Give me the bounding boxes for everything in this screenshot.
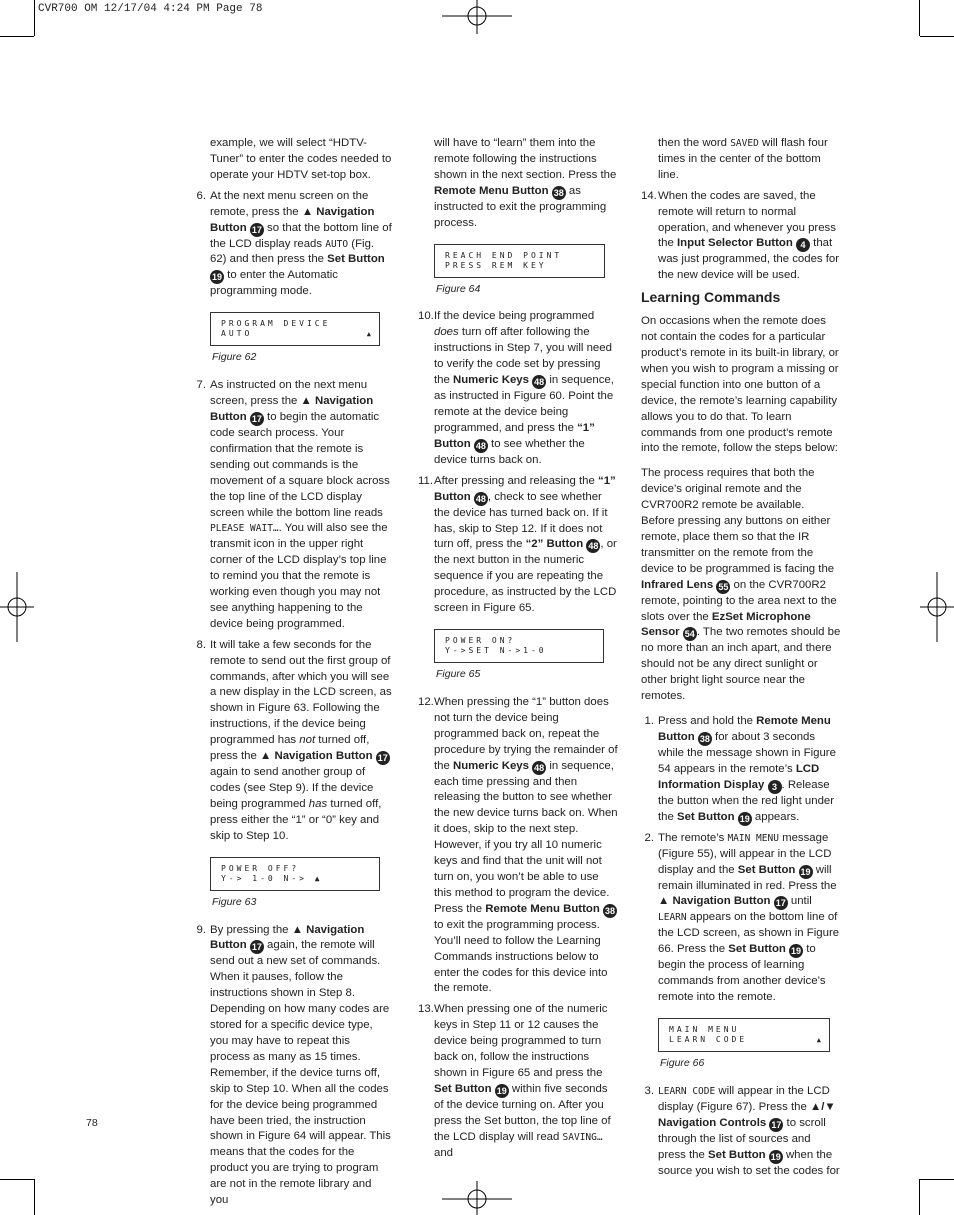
step-text: Press and hold the Remote Menu Button 38 for about 3 seconds while the message shown in Figure 54 appears in the remote’s LCD Information Display 3 . Release the button when the red light under the Set Button 19 appears. bbox=[658, 715, 836, 824]
lcd-line-2: AUTO bbox=[221, 329, 253, 339]
figure-caption: Figure 62 bbox=[212, 351, 257, 364]
registration-mark-right bbox=[920, 570, 954, 644]
step-number: 7. bbox=[196, 379, 206, 392]
step-14 bbox=[641, 189, 841, 285]
registration-mark-left bbox=[0, 570, 34, 644]
lcd-line-2: Y->SET N->1-0 bbox=[445, 646, 547, 656]
step-number: 3. bbox=[644, 1084, 654, 1097]
figure-63 bbox=[210, 857, 392, 911]
column-1 bbox=[196, 136, 392, 1214]
callout-19: 19 bbox=[800, 866, 811, 877]
crop-mark bbox=[919, 1179, 920, 1215]
callout-3: 3 bbox=[768, 780, 782, 794]
step-number: 12. bbox=[418, 695, 434, 708]
callout-19: 19 bbox=[739, 813, 750, 824]
column-3 bbox=[641, 136, 841, 1185]
learn-step-3 bbox=[641, 1084, 841, 1180]
figure-66 bbox=[658, 1018, 841, 1072]
lcd-line-1: POWER ON? bbox=[445, 636, 516, 646]
paragraph: On occasions when the remote does not contain the codes for a particular product’s remote in its built-in library, or when you wish to program a missing or special function into one button of a device, the remote’s learning capability allows you to do that. To learn commands from one product’s remote into the remote, follow the steps below: bbox=[641, 315, 839, 455]
continued-paragraph: will have to “learn” them into the remote following the instructions shown in the next section. Press the Remote Menu Button 38 as instructed to exit the programming process. bbox=[434, 137, 617, 229]
callout-38: 38 bbox=[604, 905, 615, 916]
callout-17: 17 bbox=[771, 1119, 782, 1130]
step-text: The remote’s MAIN MENU message (Figure 55), will appear in the LCD display and the Set Button 19 will remain illuminated in red. Press the ▲ Navigation Button 17 until LEARN appears on the bottom line of the LCD screen, as shown in Figure 66. Press the Set Button 19 to begin the process of learning commands from another device’s remote into the remote. bbox=[658, 831, 840, 1004]
step-number: 14. bbox=[641, 189, 657, 202]
step-number: 8. bbox=[196, 638, 206, 651]
step-number: 9. bbox=[196, 923, 206, 936]
callout-17: 17 bbox=[251, 942, 262, 953]
section-heading: Learning Commands bbox=[641, 289, 781, 306]
lcd-text: LEARN bbox=[658, 912, 687, 924]
lcd-text: MAIN MENU bbox=[727, 832, 779, 844]
lcd-display bbox=[210, 312, 380, 346]
lcd-text: PLEASE WAIT… bbox=[210, 523, 279, 535]
registration-mark-bottom bbox=[440, 1181, 514, 1215]
figure-65 bbox=[434, 629, 618, 683]
step-text: After pressing and releasing the “1” Button 48 , check to see whether the device has turned back on. If it has, skip to Step 12. If it does not turn off, press the “2” Button 48 , or the next button in the numeric sequence if you are repeating the procedure, as instructed by the LCD screen in Figure 65. bbox=[434, 474, 617, 615]
figure-caption: Figure 64 bbox=[436, 282, 481, 295]
crop-mark bbox=[34, 1179, 35, 1215]
lcd-display bbox=[658, 1018, 830, 1052]
crop-mark bbox=[920, 1179, 954, 1180]
lcd-line-1: MAIN MENU bbox=[669, 1024, 740, 1034]
step-8 bbox=[196, 638, 392, 845]
step-number: 1. bbox=[644, 715, 654, 728]
lcd-display bbox=[434, 629, 604, 663]
step-number: 11. bbox=[418, 474, 433, 487]
continued-paragraph: then the word SAVED will flash four times in the center of the bottom line. bbox=[658, 137, 828, 181]
callout-38: 38 bbox=[699, 734, 710, 744]
callout-48: 48 bbox=[534, 762, 545, 773]
figure-caption: Figure 65 bbox=[436, 668, 481, 681]
callout-19: 19 bbox=[791, 946, 802, 957]
callout-48: 48 bbox=[475, 493, 486, 504]
step-number: 13. bbox=[418, 1003, 434, 1016]
lcd-line-1: REACH END POINT bbox=[445, 250, 563, 260]
lcd-text: AUTO bbox=[325, 238, 349, 250]
lcd-line-1: POWER OFF? bbox=[221, 863, 300, 873]
lcd-display bbox=[434, 244, 605, 278]
callout-55: 55 bbox=[718, 581, 729, 592]
step-9 bbox=[196, 923, 392, 1209]
lcd-line-2: LEARN CODE bbox=[669, 1034, 748, 1044]
up-arrow-icon: ▲ bbox=[366, 330, 371, 339]
callout-17: 17 bbox=[251, 224, 262, 235]
callout-48: 48 bbox=[475, 440, 486, 451]
crop-mark bbox=[919, 0, 920, 36]
step-text: When pressing the “1” button does not turn the device being programmed back on, repeat the procedure by trying the remainder of the Numeric Keys 48 in sequence, each time pressing and then releasing the button to see whether the new device turns back on. When it does, skip to the next step. However, if you try all 10 numeric keys and find that the unit will not turn on, you won’t be able to use this method to program the device. Press the Remote Menu Button 38 to exit the programming process. You’ll need to follow the Learning Commands instructions below to enter the codes for this device into the remote. bbox=[434, 695, 618, 995]
lcd-text: SAVING… bbox=[562, 1131, 603, 1143]
paragraph: The process requires that both the device’s original remote and the CVR700R2 remote be available. Before pressing any buttons on either remote, place them so that the IR transmitter on the remote from the device to be programmed is facing the Infrared Lens 55 on the CVR700R2 remote, pointing to the area next to the slots over the EzSet Microphone Sensor 54 . The two remotes should be no more than an inch apart, and there should not be any direct sunlight or other bright light source near the remotes. bbox=[641, 467, 841, 703]
step-13 bbox=[418, 1002, 618, 1161]
step-text: As instructed on the next menu screen, press the ▲ Navigation Button 17 to begin the automatic code search process. Your confirmation that the remote is sending out commands is the movement of a square block across the top line of the LCD display screen while the bottom line reads PLEASE WAIT…. You will also see the transmit icon in the upper right corner of the LCD display’s top line to remind you that the remote is working even though you may not see anything happening to the device being programmed. bbox=[210, 379, 390, 630]
printer-slug: CVR700 OM 12/17/04 4:24 PM Page 78 bbox=[38, 3, 263, 15]
lcd-text: LEARN CODE bbox=[658, 1085, 716, 1097]
step-number: 6. bbox=[196, 189, 206, 202]
step-text: At the next menu screen on the remote, press the ▲ Navigation Button 17 so that the bottom line of the LCD display reads AUTO (Fig. 62) and then press the Set Button 19 to enter the Automatic programming mode. bbox=[210, 189, 392, 298]
step-text: By pressing the ▲ Navigation Button 17 again, the remote will send out a new set of commands. When it pauses, follow the instructions shown in Step 8. Depending on how many codes are stored for a specific device type, you may have to repeat this process as many as 15 times. Remember, if the device turns off, skip to Step 10. When all the codes for the device being programmed have been tried, the instruction shown in Figure 64 will appear. This means that the codes for the product you are trying to program are not in the remote library and you bbox=[210, 923, 391, 1207]
registration-mark-top bbox=[440, 0, 514, 34]
callout-19: 19 bbox=[770, 1151, 781, 1162]
step-text: It will take a few seconds for the remote to send out the first group of commands, after which you will see a new display in the LCD screen, as shown in Figure 63. Following the instructions, if the device being programmed has not turned off, press the ▲ Navigation Button 17 again to send another group of codes (see Step 9). If the device being programmed has turned off, press either the “1” or “0” key and skip to Step 10. bbox=[210, 638, 392, 842]
callout-17: 17 bbox=[251, 413, 262, 424]
step-11 bbox=[418, 474, 618, 617]
crop-mark bbox=[920, 36, 954, 37]
callout-19: 19 bbox=[211, 272, 222, 283]
figure-caption: Figure 63 bbox=[212, 895, 257, 908]
lcd-line-1: PROGRAM DEVICE bbox=[221, 319, 331, 329]
step-text: When pressing one of the numeric keys in Step 11 or 12 causes the device being programmed to turn back on, follow the instructions shown in Figure 65 and press the Set Button 19 within five seconds of the device turning on. After you press the Set button, the top line of the LCD display will read SAVING… and bbox=[434, 1003, 611, 1159]
figure-64 bbox=[434, 244, 618, 298]
step-text: If the device being programmed does turn off after following the instructions in Step 7, you will need to verify the code set by pressing the Numeric Keys 48 in sequence, as instructed in Figure 60. Point the remote at the device being programmed, and press the “1” Button 48 to see whether the device turns back on. bbox=[434, 310, 614, 466]
callout-17: 17 bbox=[377, 753, 388, 764]
intro-paragraph: example, we will select “HDTV-Tuner” to enter the codes needed to operate your HDTV set-top box. bbox=[210, 137, 392, 181]
callout-4: 4 bbox=[796, 238, 810, 252]
step-text: LEARN CODE will appear in the LCD display (Figure 67). Press the ▲/▼ Navigation Controls 17 to scroll through the list of sources and press the Set Button 19 when the source you wish to set the codes for bbox=[658, 1084, 840, 1177]
learn-step-2 bbox=[641, 831, 841, 1006]
step-7 bbox=[196, 378, 392, 633]
callout-48: 48 bbox=[534, 377, 545, 388]
step-10 bbox=[418, 309, 618, 468]
lcd-display bbox=[210, 857, 380, 891]
callout-38: 38 bbox=[553, 187, 564, 198]
callout-17: 17 bbox=[775, 898, 786, 909]
step-number: 2. bbox=[644, 831, 654, 844]
crop-mark bbox=[34, 0, 35, 36]
step-number: 10. bbox=[418, 310, 434, 323]
lcd-text: SAVED bbox=[730, 138, 759, 149]
crop-mark bbox=[0, 1179, 34, 1180]
callout-54: 54 bbox=[684, 629, 695, 640]
step-text: When the codes are saved, the remote will return to normal operation, and whenever you press the Input Selector Button 4 that was just programmed, the codes for the new device will be used. bbox=[658, 189, 840, 282]
step-6 bbox=[196, 189, 392, 301]
column-2 bbox=[418, 136, 618, 1167]
lcd-line-2: PRESS REM KEY bbox=[445, 260, 547, 270]
callout-48: 48 bbox=[588, 541, 599, 552]
up-arrow-icon: ▲ bbox=[816, 1035, 821, 1044]
page-number: 78 bbox=[86, 1117, 98, 1129]
lcd-line-2: Y-> 1-0 N-> ▲ bbox=[221, 873, 323, 883]
learn-step-1 bbox=[641, 714, 841, 826]
callout-19: 19 bbox=[496, 1085, 507, 1096]
step-12 bbox=[418, 695, 618, 997]
figure-caption: Figure 66 bbox=[660, 1056, 705, 1069]
figure-62 bbox=[210, 312, 392, 366]
crop-mark bbox=[0, 36, 34, 37]
